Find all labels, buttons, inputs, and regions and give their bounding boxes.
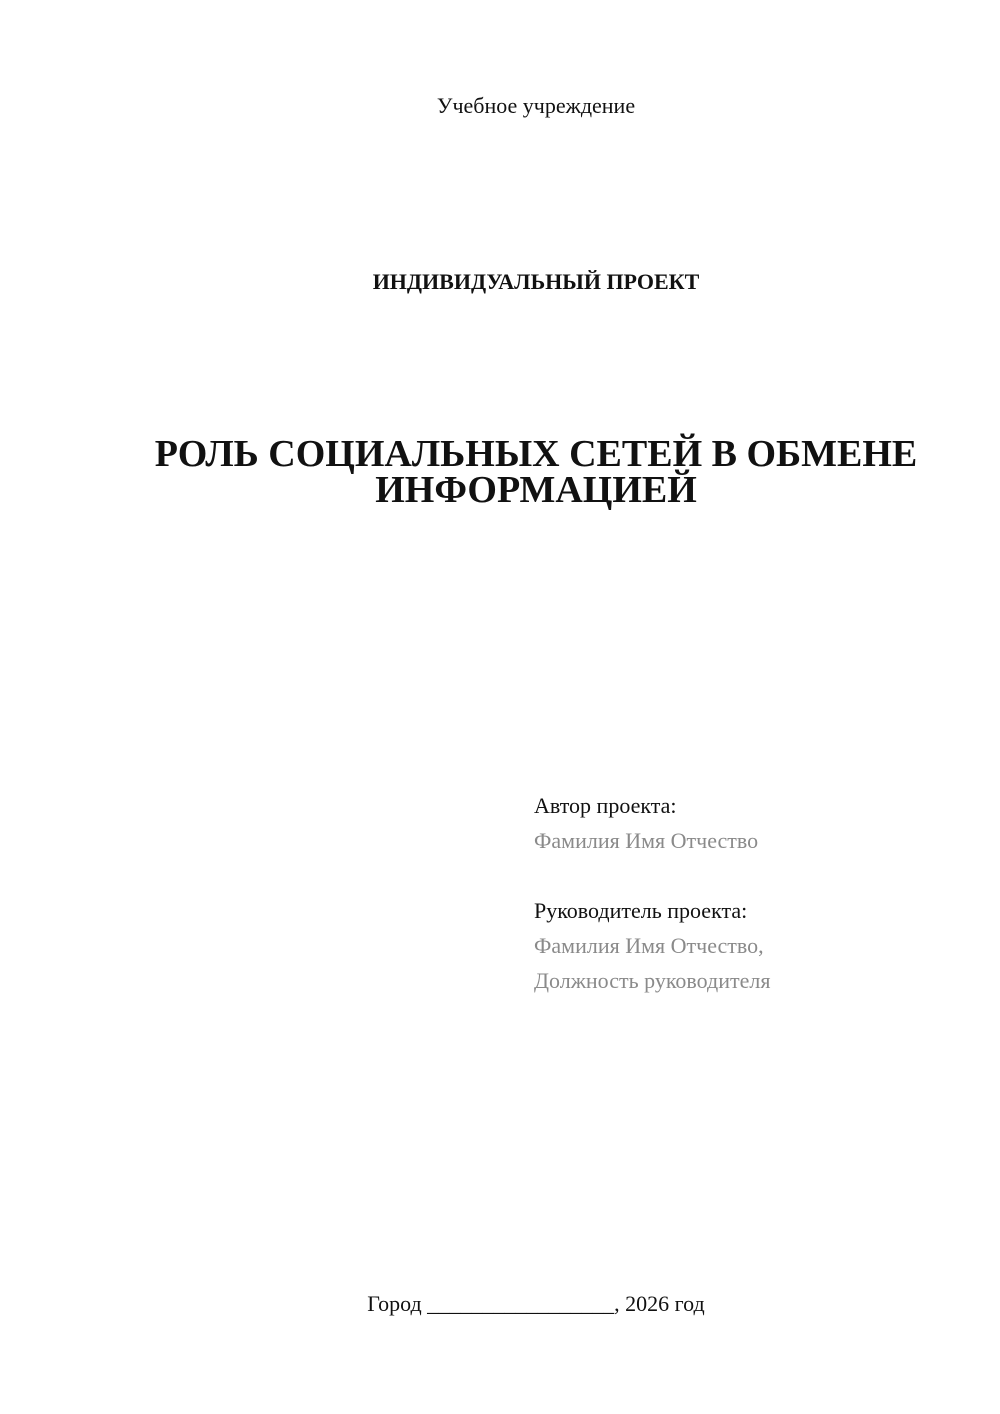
author-label: Автор проекта: [534,793,677,818]
document-title-line: РОЛЬ СОЦИАЛЬНЫХ СЕТЕЙ В ОБМЕНЕ [154,433,918,475]
document-title-line: ИНФОРМАЦИЕЙ [375,469,697,511]
document-kind: ИНДИВИДУАЛЬНЫЙ ПРОЕКТ [372,269,700,294]
supervisor-label: Руководитель проекта: [534,898,748,923]
supervisor-position-placeholder: Должность руководителя [534,968,771,993]
city-year-line: Город _________________, 2026 год [367,1291,705,1316]
project-info-block [534,788,974,998]
supervisor-name-placeholder: Фамилия Имя Отчество, [534,933,764,958]
document-title [0,433,1000,511]
spacer [534,858,974,893]
institution-name: Учебное учреждение [436,93,636,118]
author-name-placeholder: Фамилия Имя Отчество [534,828,759,853]
